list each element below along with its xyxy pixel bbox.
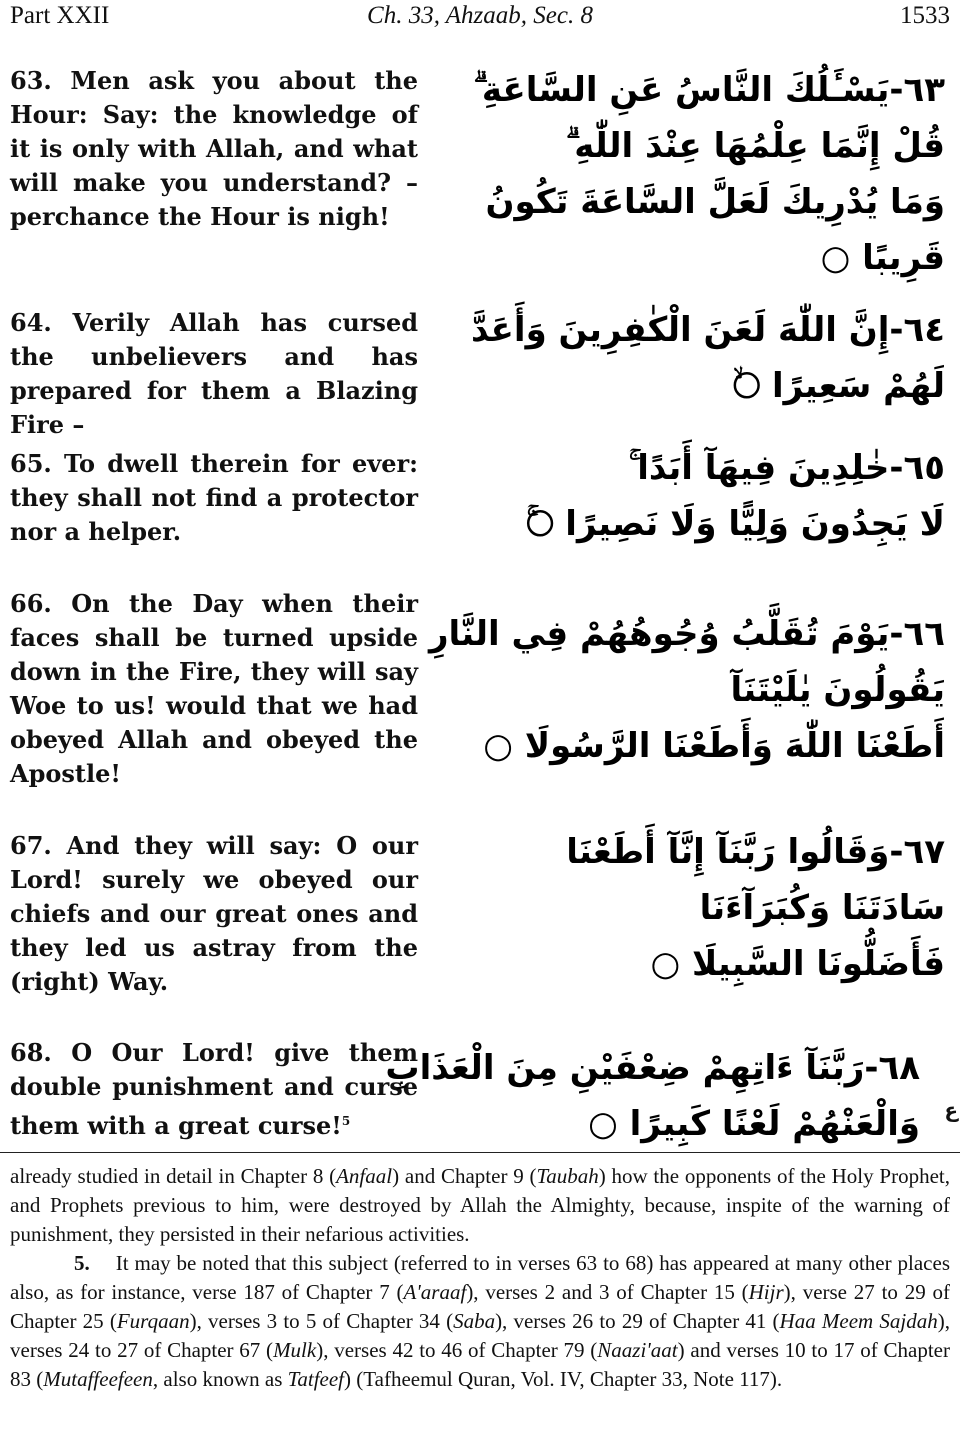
verse-63-translation: 63. Men ask you about the Hour: Say: the knowledge of it is only with Allah, and what will make you understand? – perchance the Hour is nigh! bbox=[10, 66, 418, 231]
verse-67-translation: 67. And they will say: O our Lord! surely we obeyed our chiefs and our great ones and they led us astray from the (right) Way. bbox=[10, 831, 418, 996]
footnote-divider bbox=[0, 1152, 960, 1153]
verse-67-arabic: ٦٧-وَقَالُوا رَبَّنَآ إِنَّآ أَطَعْنَا سَادَتَنَا وَكُبَرَآءَنَا فَأَضَلُّونَا السَّبِيلَا ○ bbox=[566, 832, 945, 984]
verse-65-arabic: ٦٥-خٰلِدِينَ فِيهَآ أَبَدًا ۚ لَا يَجِدُونَ وَلِيًّا وَلَا نَصِيرًا ○ۚ bbox=[526, 448, 945, 544]
chapter-title: Ch. 33, Ahzaab, Sec. 8 bbox=[367, 2, 593, 29]
footnote-5: 5. It may be noted that this subject (referred to in verses 63 to 68) has appeared at many other places also, as for instance, verse 187 of Chapter 7 (A'araaf), verses 2 and 3 of Chapter 15 (Hijr), verse 27 to 29 of Chapter 25 (Furqaan), verses 3 to 5 of Chapter 34 (Saba), verses 26 to 29 of Chapter 41 (Haa Meem Sajdah), verses 24 to 27 of Chapter 67 (Mulk), verses 42 to 46 of Chapter 79 (Naazi'aat) and verses 10 to 17 of Chapter 83 (Mutaffeefeen, also known as Tatfeef) (Tafheemul Quran, Vol. IV, Chapter 33, Note 117). bbox=[10, 1251, 950, 1391]
ruku-mark: ع bbox=[944, 1098, 958, 1122]
footnotes bbox=[10, 1162, 950, 1394]
verse-68-translation: 68. O Our Lord! give them double punishment and curse them with a great curse!$^5$ bbox=[10, 1038, 418, 1140]
verse-64-translation: 64. Verily Allah has cursed the unbelievers and has prepared for them a Blazing Fire – bbox=[10, 308, 418, 439]
verse-68-arabic: ٦٨-رَبَّنَآ ءَاتِهِمْ ضِعْفَيْنِ مِنَ الْعَذَابِ وَالْعَنْهُمْ لَعْنًا كَبِيرًا ○ bbox=[385, 1048, 920, 1144]
footnote-ref[interactable]: 5 bbox=[341, 1114, 351, 1128]
verse-66-arabic: ٦٦-يَوْمَ تُقَلَّبُ وُجُوهُهُمْ فِي النَّارِ يَقُولُونَ يٰلَيْتَنَآ أَطَعْنَا اللّٰهَ وَأَطَعْنَا الرَّسُولَا ○ bbox=[428, 614, 945, 766]
verse-64-arabic: ٦٤-إِنَّ اللّٰهَ لَعَنَ الْكٰفِرِينَ وَأَعَدَّ لَهُمْ سَعِيرًا ○ۙ bbox=[471, 310, 945, 406]
page-number: 1533 bbox=[900, 2, 950, 29]
part-label: Part XXII bbox=[10, 2, 110, 29]
note-continuation: already studied in detail in Chapter 8 (Anfaal) and Chapter 9 (Taubah) how the opponents of the Holy Prophet, and Prophets previous to him, were destroyed by Allah the Almighty, because, inspite of the warning of punishment, they persisted in their nefarious activities. bbox=[10, 1164, 950, 1246]
verse-63-arabic: ٦٣-يَسْـَٔلُكَ النَّاسُ عَنِ السَّاعَةِ ۗ قُلْ إِنَّمَا عِلْمُهَا عِنْدَ اللّٰهِ ۗ وَمَا يُدْرِيكَ لَعَلَّ السَّاعَةَ تَكُونُ قَرِيبًا ○ bbox=[473, 70, 945, 278]
verse-66-translation: 66. On the Day when their faces shall be turned upside down in the Fire, they will say Woe to us! would that we had obeyed Allah and obeyed the Apostle! bbox=[10, 589, 418, 788]
verse-65-translation: 65. To dwell therein for ever: they shall not find a protector nor a helper. bbox=[10, 449, 418, 546]
page-header bbox=[10, 2, 950, 36]
